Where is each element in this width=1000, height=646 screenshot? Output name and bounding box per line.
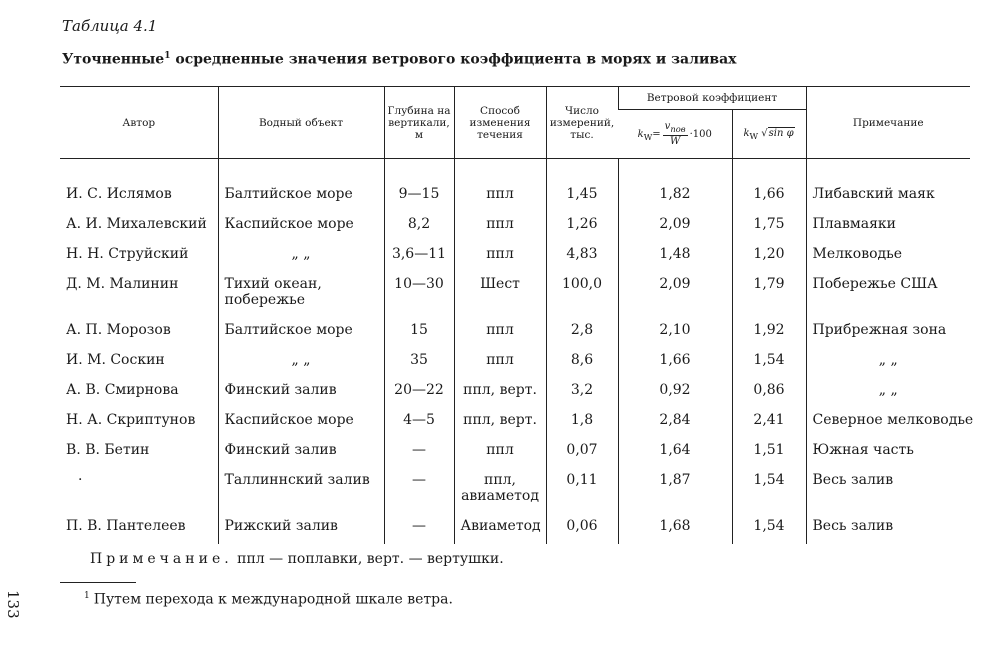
cell-count: 0,11 <box>546 465 618 511</box>
cell-kw-sin: 0,86 <box>732 375 806 405</box>
fraction-numerator-subscript: пов <box>670 123 686 134</box>
cell-note: Побережье США <box>806 269 970 315</box>
cell-kw-sin: 1,54 <box>732 511 806 544</box>
table-title <box>62 51 737 68</box>
header-method: Способ изменения течения <box>454 87 546 159</box>
cell-kw: 1,87 <box>618 465 732 511</box>
cell-author: Н. А. Скриптунов <box>66 412 196 428</box>
cell-count: 0,07 <box>546 435 618 465</box>
table-row <box>60 209 970 239</box>
cell-note: „ „ <box>806 345 970 375</box>
cell-count: 3,2 <box>546 375 618 405</box>
cell-depth: 15 <box>384 315 454 345</box>
cell-depth: 8,2 <box>384 209 454 239</box>
cell-kw: 1,64 <box>618 435 732 465</box>
cell-note: Прибрежная зона <box>806 315 970 345</box>
header-note: Примечание <box>806 87 970 159</box>
cell-author: Н. Н. Струйский <box>66 246 189 262</box>
cell-author: И. М. Соскин <box>66 352 165 368</box>
fraction-denominator: W <box>669 135 681 147</box>
table-row <box>60 345 970 375</box>
kw-symbol: k <box>637 128 644 140</box>
table-caption: Таблица 4.1 <box>62 17 158 35</box>
cell-depth: — <box>384 511 454 544</box>
table-row <box>60 435 970 465</box>
table-row <box>60 315 970 345</box>
cell-count: 8,6 <box>546 345 618 375</box>
cell-kw-sin: 1,20 <box>732 239 806 269</box>
wind-coefficient-table <box>60 86 974 544</box>
fraction-numerator: v <box>664 120 671 132</box>
cell-kw-sin: 1,51 <box>732 435 806 465</box>
cell-kw: 1,66 <box>618 345 732 375</box>
cell-kw: 1,82 <box>618 179 732 209</box>
kw-sin-subscript: W <box>749 130 759 141</box>
cell-method: ппл, верт. <box>454 375 546 405</box>
cell-count: 1,26 <box>546 209 618 239</box>
cell-author: А. И. Михалевский <box>66 216 207 232</box>
header-count: Число измерений, тыс. <box>546 87 618 159</box>
cell-depth: 20—22 <box>384 375 454 405</box>
cell-method: ппл <box>454 345 546 375</box>
cell-water-body: Тихий океан, побережье <box>218 269 384 315</box>
kw-equals: = <box>652 128 661 140</box>
cell-method: ппл <box>454 209 546 239</box>
cell-method: ппл <box>454 435 546 465</box>
cell-method: Шест <box>454 269 546 315</box>
table-row <box>60 269 970 315</box>
footnote <box>84 591 453 608</box>
cell-water-body: Каспийское море <box>218 209 384 239</box>
cell-kw-sin: 1,54 <box>732 465 806 511</box>
cell-water-body: „ „ <box>218 239 384 269</box>
cell-method: ппл <box>454 179 546 209</box>
cell-kw: 0,92 <box>618 375 732 405</box>
cell-kw-sin: 1,79 <box>732 269 806 315</box>
table-row <box>60 405 970 435</box>
cell-note: Весь залив <box>806 511 970 544</box>
header-author: Автор <box>60 87 218 159</box>
cell-author: И. С. Ислямов <box>66 186 172 202</box>
cell-water-body: Рижский залив <box>218 511 384 544</box>
cell-kw-sin: 1,66 <box>732 179 806 209</box>
cell-author: · <box>78 472 83 488</box>
table-row <box>60 511 970 544</box>
cell-author: А. П. Морозов <box>66 322 171 338</box>
cell-kw-sin: 1,75 <box>732 209 806 239</box>
sqrt-sin-phi: sin φ <box>768 127 794 139</box>
cell-water-body: Балтийское море <box>218 179 384 209</box>
cell-depth: 4—5 <box>384 405 454 435</box>
cell-kw: 1,48 <box>618 239 732 269</box>
table-row <box>60 179 970 209</box>
header-depth: Глубина на вертикали, м <box>384 87 454 159</box>
cell-kw-sin: 2,41 <box>732 405 806 435</box>
cell-count: 0,06 <box>546 511 618 544</box>
footnote-text: Путем перехода к международной шкале ветра. <box>93 591 453 608</box>
cell-author: П. В. Пантелеев <box>66 518 186 534</box>
cell-water-body: Таллиннский залив <box>218 465 384 511</box>
cell-author: Д. М. Малинин <box>66 276 179 292</box>
cell-count: 100,0 <box>546 269 618 315</box>
cell-count: 2,8 <box>546 315 618 345</box>
cell-note: Плавмаяки <box>806 209 970 239</box>
table-row <box>60 465 970 511</box>
cell-method: ппл <box>454 239 546 269</box>
note-label: Примечание. <box>90 551 233 567</box>
cell-note: „ „ <box>806 375 970 405</box>
cell-author: В. В. Бетин <box>66 442 150 458</box>
cell-kw: 2,84 <box>618 405 732 435</box>
cell-water-body: Балтийское море <box>218 315 384 345</box>
cell-count: 4,83 <box>546 239 618 269</box>
header-water-body: Водный объект <box>218 87 384 159</box>
cell-water-body: Финский залив <box>218 375 384 405</box>
cell-note: Мелководье <box>806 239 970 269</box>
table-note <box>90 551 504 567</box>
cell-note: Либавский маяк <box>806 179 970 209</box>
cell-kw: 2,09 <box>618 269 732 315</box>
table-row <box>60 239 970 269</box>
cell-kw: 2,09 <box>618 209 732 239</box>
table-row <box>60 375 970 405</box>
footnote-marker: 1 <box>84 591 90 601</box>
title-text: Уточненные <box>62 51 165 68</box>
cell-depth: 9—15 <box>384 179 454 209</box>
cell-method: ппл, верт. <box>454 405 546 435</box>
cell-method: ппл, авиаметод <box>454 465 546 511</box>
cell-depth: — <box>384 465 454 511</box>
kw-fraction <box>663 121 688 148</box>
kw-multiplier: ·100 <box>689 128 712 140</box>
cell-kw: 2,10 <box>618 315 732 345</box>
cell-depth: 3,6—11 <box>384 239 454 269</box>
cell-water-body: Каспийское море <box>218 405 384 435</box>
kw-sin-symbol: k <box>743 127 750 139</box>
cell-count: 1,45 <box>546 179 618 209</box>
cell-kw-sin: 1,92 <box>732 315 806 345</box>
cell-count: 1,8 <box>546 405 618 435</box>
header-kw-sin: $k_W$ √sin φ <box>732 110 806 159</box>
cell-depth: 35 <box>384 345 454 375</box>
cell-note: Весь залив <box>806 465 970 511</box>
cell-author: А. В. Смирнова <box>66 382 179 398</box>
page-number: 133 <box>4 590 22 619</box>
cell-kw-sin: 1,54 <box>732 345 806 375</box>
cell-water-body: „ „ <box>218 345 384 375</box>
title-text-rest: осредненные значения ветрового коэффициента в морях и заливах <box>170 51 737 68</box>
kw-subscript: W <box>643 131 653 142</box>
cell-depth: 10—30 <box>384 269 454 315</box>
note-text: ппл — поплавки, верт. — вертушки. <box>232 551 504 567</box>
footnote-divider <box>60 582 136 583</box>
cell-kw: 1,68 <box>618 511 732 544</box>
cell-method: ппл <box>454 315 546 345</box>
title-footnote-marker: 1 <box>164 51 171 61</box>
cell-note: Северное мелководье <box>806 405 970 435</box>
header-kw-formula <box>618 110 732 159</box>
cell-depth: — <box>384 435 454 465</box>
header-wind-coefficient: Ветровой коэффициент <box>618 87 806 110</box>
cell-water-body: Финский залив <box>218 435 384 465</box>
cell-note: Южная часть <box>806 435 970 465</box>
cell-method: Авиаметод <box>454 511 546 544</box>
